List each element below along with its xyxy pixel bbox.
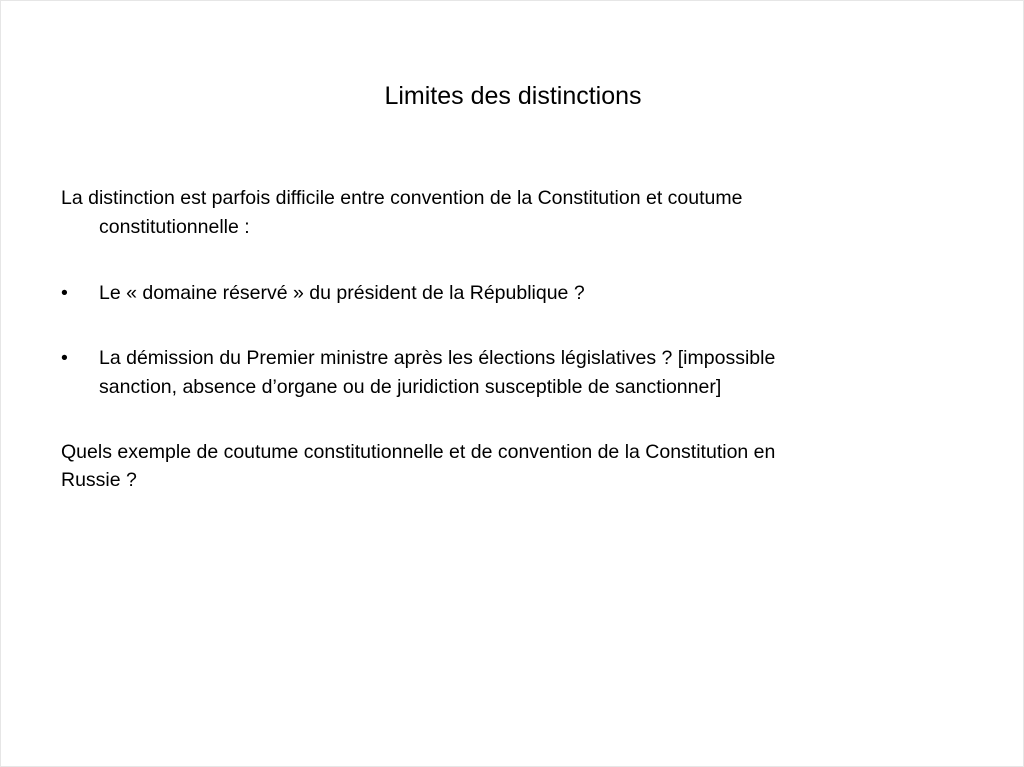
slide-title: Limites des distinctions: [384, 82, 642, 110]
intro-line: constitutionnelle :: [99, 216, 250, 238]
question-line: Russie ?: [61, 469, 137, 491]
bullet-icon: •: [61, 347, 68, 369]
bullet-line: La démission du Premier ministre après les élections législatives ? [impossible: [99, 347, 776, 369]
bullet-icon: •: [61, 282, 68, 304]
bullet-line: Le « domaine réservé » du président de la République ?: [99, 282, 585, 304]
intro-line: La distinction est parfois difficile entre convention de la Constitution et coutume: [61, 187, 743, 209]
bullet-line: sanction, absence d’organe ou de juridiction susceptible de sanctionner]: [99, 376, 722, 398]
question-line: Quels exemple de coutume constitutionnelle et de convention de la Constitution en: [61, 441, 776, 463]
